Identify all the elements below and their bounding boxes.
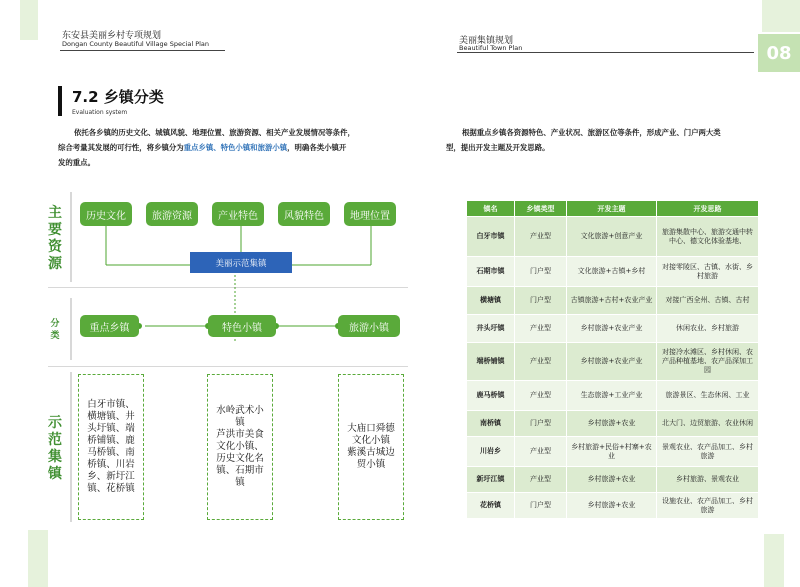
- table-row: [467, 381, 759, 411]
- resource-box: 地理位置: [344, 202, 396, 226]
- table-row: [467, 315, 759, 343]
- example-towns-box: 大庙口舜德 文化小镇 紫溪古城边 贸小镇: [338, 374, 404, 520]
- table-cell: 产业型: [515, 467, 567, 493]
- table-cell: 花桥镇: [467, 493, 515, 519]
- left-paragraph-line: 发的重点。: [58, 158, 95, 167]
- table-cell: 新圩江镇: [467, 467, 515, 493]
- table-row: [467, 493, 759, 519]
- table-cell: 产业型: [515, 437, 567, 467]
- table-cell: 白牙市镇: [467, 217, 515, 257]
- left-paragraph-line: 依托各乡镇的历史文化、城镇风貌、地理位置、旅游资源、相关产业发展情况等条件，: [74, 128, 355, 137]
- table-cell: 南桥镇: [467, 411, 515, 437]
- table-cell: 乡村旅游+农业: [567, 411, 657, 437]
- table-cell: 门户型: [515, 411, 567, 437]
- table-cell: 井头圩镇: [467, 315, 515, 343]
- table-cell: 门户型: [515, 493, 567, 519]
- table-header-cell: 镇名: [467, 201, 515, 217]
- left-header-title: 东安县美丽乡村专项规划: [62, 31, 162, 41]
- table-cell: 文化旅游+古镇+乡村: [567, 257, 657, 287]
- right-paragraph-line: 型，提出开发主题及开发思路。: [446, 143, 550, 152]
- right-header-title: 美丽集镇规划: [459, 36, 514, 46]
- text-span: ，明确各类小镇开: [287, 143, 347, 152]
- row-label-classification: 分 类: [50, 319, 60, 341]
- table-cell: 乡村旅游、景观农业: [657, 467, 759, 493]
- center-box: 美丽示范集镇: [190, 252, 292, 273]
- resource-box: 旅游资源: [146, 202, 198, 226]
- table-cell: 鹿马桥镇: [467, 381, 515, 411]
- table-cell: 休闲农业、乡村旅游: [657, 315, 759, 343]
- table-header-cell: 开发主题: [567, 201, 657, 217]
- highlight-text: 重点乡镇、特色小镇和旅游小镇: [183, 143, 288, 152]
- table-cell: 设施农业、农产品加工、乡村旅游: [657, 493, 759, 519]
- table-cell: 乡村旅游+农业产业: [567, 315, 657, 343]
- row-label-examples: 示 范 集 镇: [48, 415, 62, 482]
- table-cell: 乡村旅游+农业: [567, 467, 657, 493]
- table-cell: 旅游景区、生态休闲、工业: [657, 381, 759, 411]
- table-cell: 乡村旅游+农业产业: [567, 343, 657, 381]
- text-span: 综合考量其发展的可行性，将乡镇分为: [58, 143, 184, 152]
- resource-box: 产业特色: [212, 202, 264, 226]
- table-cell: 对接广西全州、古镇、古村: [657, 287, 759, 315]
- section-subtitle: Evaluation system: [72, 109, 128, 116]
- category-box: 特色小镇: [208, 315, 276, 337]
- table-cell: 乡村旅游+民俗+村寨+农业: [567, 437, 657, 467]
- table-cell: 对接冷水滩区、乡村休闲、农产品种植基地、农产品深加工园: [657, 343, 759, 381]
- example-towns-box: 白牙市镇、 横塘镇、井 头圩镇、端 桥铺镇、鹿 马桥镇、南 桥镇、川岩 乡、新圩江 镇、花桥镇: [78, 374, 144, 520]
- table-cell: 横塘镇: [467, 287, 515, 315]
- town-table: [466, 200, 759, 519]
- page-number: 08: [758, 34, 800, 72]
- table-cell: 门户型: [515, 287, 567, 315]
- resource-box: 历史文化: [80, 202, 132, 226]
- table-row: [467, 257, 759, 287]
- table-header-cell: 乡镇类型: [515, 201, 567, 217]
- row-label-resources: 主 要 资 源: [48, 205, 62, 272]
- left-header-subtitle: Dongan County Beautiful Village Special Plan: [62, 40, 210, 48]
- table-cell: 川岩乡: [467, 437, 515, 467]
- table-cell: 端桥铺镇: [467, 343, 515, 381]
- table-cell: 产业型: [515, 381, 567, 411]
- table-cell: 北大门、边贸旅游、农业休闲: [657, 411, 759, 437]
- table-cell: 产业型: [515, 343, 567, 381]
- table-cell: 产业型: [515, 217, 567, 257]
- table-cell: 乡村旅游+农业: [567, 493, 657, 519]
- example-towns-box: 水岭武术小 镇 芦洪市美食 文化小镇、 历史文化名 镇、石期市 镇: [207, 374, 273, 520]
- right-header-subtitle: Beautiful Town Plan: [459, 44, 523, 52]
- table-row: [467, 217, 759, 257]
- table-cell: 石期市镇: [467, 257, 515, 287]
- table-row: [467, 437, 759, 467]
- table-row: [467, 287, 759, 315]
- table-row: [467, 467, 759, 493]
- section-title: 7.2 乡镇分类: [72, 88, 164, 106]
- table-row: [467, 411, 759, 437]
- table-cell: 旅游集散中心、旅游交通中转中心、德文化体验基地、: [657, 217, 759, 257]
- table-header-cell: 开发思路: [657, 201, 759, 217]
- table-header-row: [467, 201, 759, 217]
- table-cell: 对接零陵区、古镇、水街、乡村旅游: [657, 257, 759, 287]
- table-cell: 景观农业、农产品加工、乡村旅游: [657, 437, 759, 467]
- category-box: 旅游小镇: [338, 315, 400, 337]
- category-box: 重点乡镇: [80, 315, 139, 337]
- table-cell: 生态旅游+工业产业: [567, 381, 657, 411]
- table-cell: 古镇旅游+古村+农业产业: [567, 287, 657, 315]
- table-cell: 产业型: [515, 315, 567, 343]
- table-cell: 文化旅游+创意产业: [567, 217, 657, 257]
- table-cell: 门户型: [515, 257, 567, 287]
- right-paragraph-line: 根据重点乡镇各资源特色、产业状况、旅游区位等条件，形成产业、门户两大类: [462, 128, 721, 137]
- table-row: [467, 343, 759, 381]
- resource-box: 风貌特色: [278, 202, 330, 226]
